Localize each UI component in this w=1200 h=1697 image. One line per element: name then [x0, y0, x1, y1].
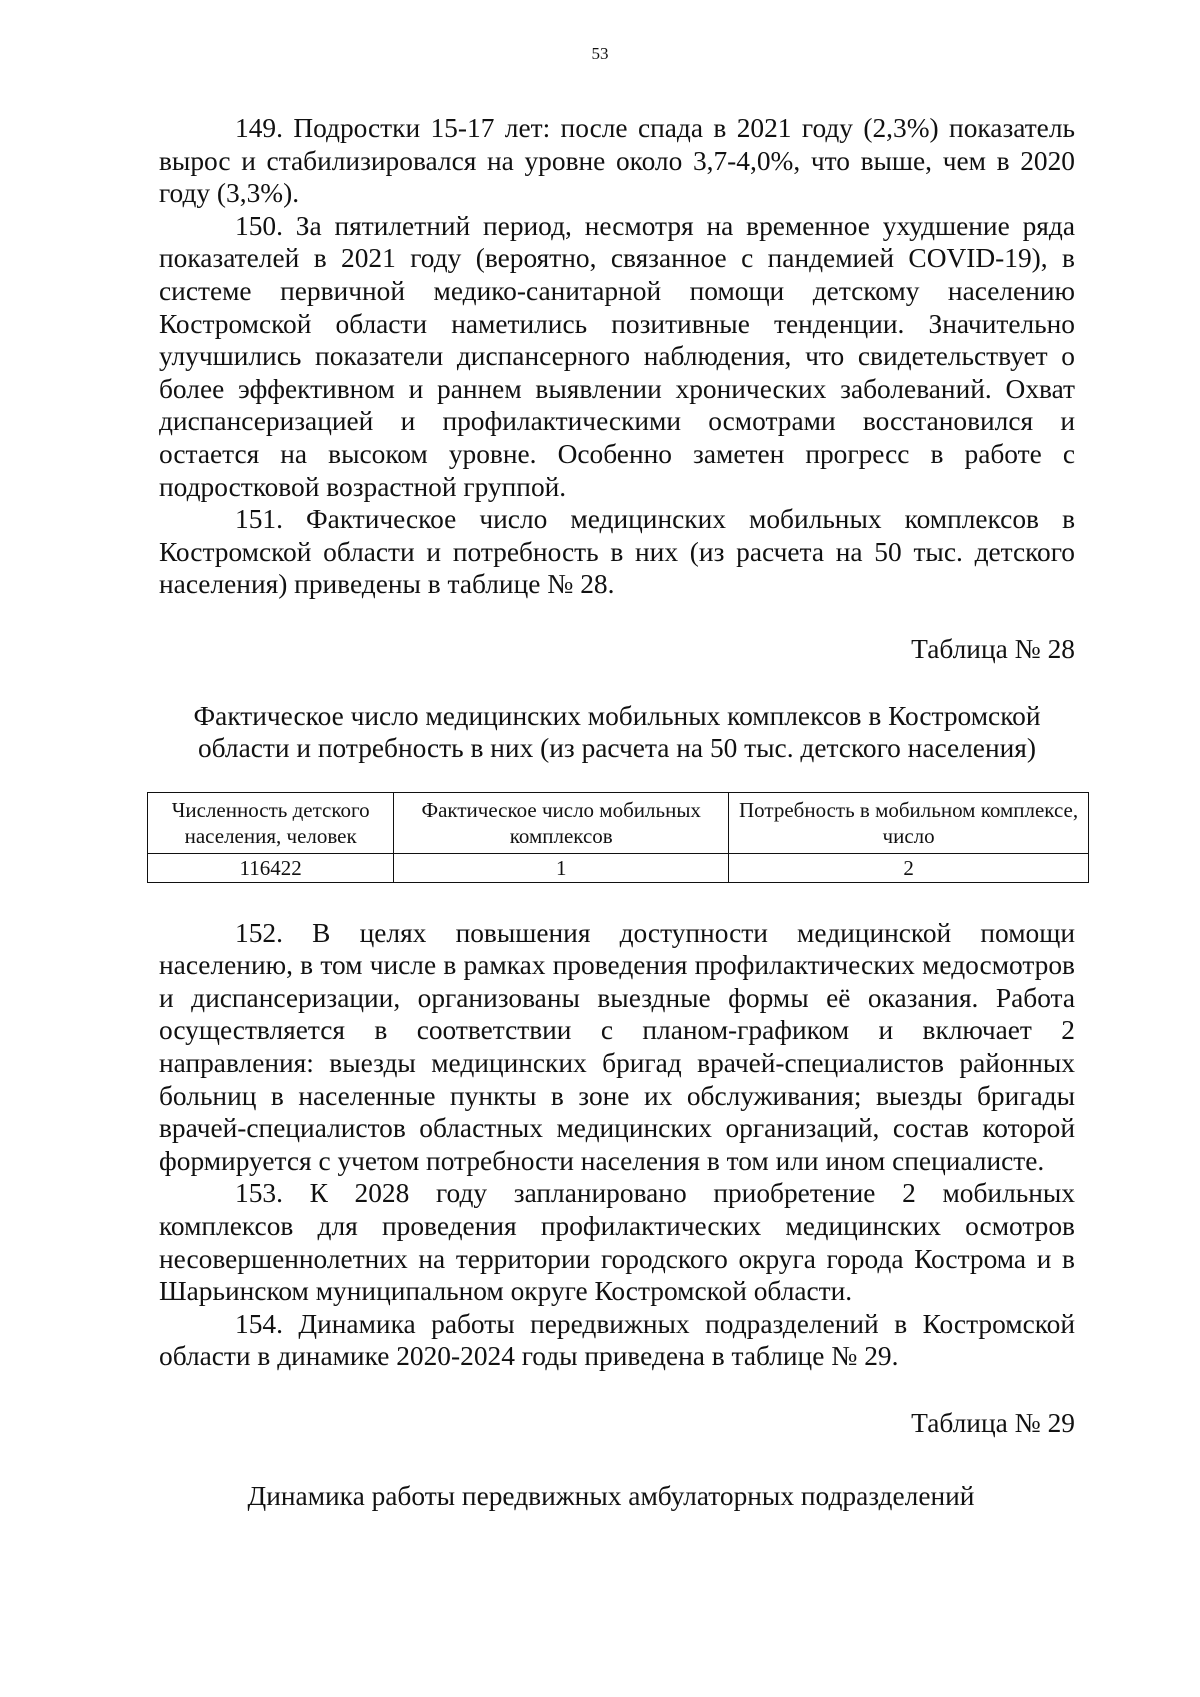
page-content	[159, 112, 1079, 1512]
cell-mobile-complex-need: 2	[729, 853, 1089, 882]
table-28-caption	[159, 700, 1075, 765]
table-28-caption-line-1: Фактическое число медицинских мобильных комплексов в Костромской	[193, 700, 1041, 731]
paragraph-151: 151. Фактическое число медицинских мобильных комплексов в Костромской области и потребность в них (из расчета на 50 тыс. детского населения) приведены в таблице № 28.	[159, 504, 1075, 600]
cell-child-population: 116422	[148, 853, 394, 882]
table-28-label: Таблица № 28	[911, 633, 1075, 664]
paragraph-150: 150. За пятилетний период, несмотря на временное ухудшение ряда показателей в 2021 году (вероятно, связанное с пандемией COVID-19), в системе первичной медико-санитарной помощи детскому населению Костромской области наметились позитивные тенденции. Значительно улучшились показатели диспансерного наблюдения, что свидетельствует о более эффективном и раннем выявлении хронических заболеваний. Охват диспансеризацией и профилактическими осмотрами восстановился и остается на высоком уровне. Особенно заметен прогресс в работе с подростковой возрастной группой.	[159, 210, 1075, 502]
paragraphs-after-table	[159, 917, 1075, 1373]
paragraph-153: 153. К 2028 году запланировано приобретение 2 мобильных комплексов для проведения профилактических медицинских осмотров несовершеннолетних на территории городского округа города Кострома и в Шарьинском муниципальном округе Костромской области.	[159, 1178, 1075, 1307]
table-header-row	[148, 792, 1089, 853]
cell-actual-mobile-complexes: 1	[394, 853, 729, 882]
header-child-population: Численность детского населения, человек	[148, 792, 394, 853]
table-row	[148, 853, 1089, 882]
paragraph-152: 152. В целях повышения доступности медицинской помощи населению, в том числе в рамках проведения профилактических медосмотров и диспансеризации, организованы выездные формы её оказания. Работа осуществляется в соответствии с планом-графиком и включает 2 направления: выезды медицинских бригад врачей-специалистов районных больниц в населенные пункты в зоне их обслуживания; выезды бригады врачей-специалистов областных медицинских организаций, состав которой формируется с учетом потребности населения в том или ином специалисте.	[159, 917, 1075, 1176]
page-number: 53	[591, 44, 609, 63]
table-28-caption-line-2: области и потребность в них (из расчета на 50 тыс. детского населения)	[197, 733, 1036, 764]
header-mobile-complex-need: Потребность в мобильном комплексе, число	[729, 792, 1089, 853]
table-28	[147, 792, 1089, 883]
table-29-label: Таблица № 29	[911, 1408, 1075, 1438]
paragraph-154: 154. Динамика работы передвижных подразделений в Костромской области в динамике 2020-2024 годы приведена в таблице № 29.	[159, 1308, 1075, 1372]
header-actual-mobile-complexes: Фактическое число мобильных комплексов	[394, 792, 729, 853]
paragraph-149: 149. Подростки 15-17 лет: после спада в 2021 году (2,3%) показатель вырос и стабилизировался на уровне около 3,7-4,0%, что выше, чем в 2020 году (3,3%).	[159, 113, 1075, 209]
table-29-caption: Динамика работы передвижных амбулаторных подразделений	[247, 1480, 975, 1511]
